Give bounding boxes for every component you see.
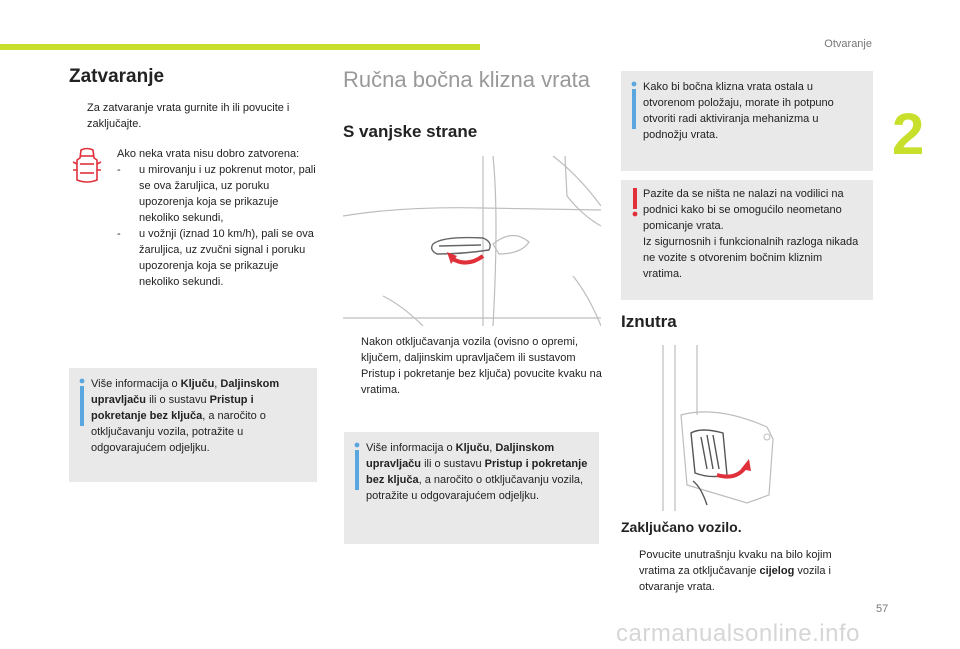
info-box-right [621, 71, 873, 171]
subheading-zakljucano-vozilo: Zaključano vozilo. [621, 519, 742, 535]
warning-box-right [621, 180, 873, 300]
info-text: Više informacija o Ključu, Daljinskom upravljaču ili o sustavu Pristup i pokretanje bez ključa, a naročito o otključavanju vozila, potražite u odgovarajućem odjeljku. [366, 442, 588, 502]
interior-door-handle-illustration [657, 345, 775, 511]
bullet-open-outside [343, 334, 603, 398]
info-text: Kako bi bočna klizna vrata ostala u otvorenom položaju, morate ih potpuno otvoriti radi aktiviranja mehanizma u podnožju vrata. [643, 81, 834, 141]
warning-item [117, 162, 317, 226]
info-box-middle [344, 432, 599, 544]
watermark: carmanualsonline.info [616, 620, 860, 647]
warning-door-not-closed [117, 146, 317, 290]
info-icon [630, 81, 640, 129]
chapter-number: 2 [892, 102, 925, 167]
car-door-warning-icon [72, 146, 102, 186]
warning-item-dash: - [117, 228, 121, 240]
warning-intro: Ako neka vrata nisu dobro zatvorena: [117, 148, 300, 160]
warning-item-dash: - [117, 164, 121, 176]
info-text: Više informacija o Ključu, Daljinskom upravljaču ili o sustavu Pristup i pokretanje bez ključa, a naročito o otključavanju vozila, potražite u odgovarajućem odjeljku. [91, 378, 280, 454]
section-title: Otvaranje [824, 38, 872, 50]
page-number: 57 [876, 603, 889, 615]
warning-item-text: u vožnji (iznad 10 km/h), pali se ova žaruljica, uz zvučni signal i poruku upozorenja koja se prikazuje nekoliko sekundi. [139, 228, 314, 288]
heading-iznutra: Iznutra [621, 312, 677, 331]
warning-text-1: Pazite da se ništa ne nalazi na vodilici na podnici kako bi se omogućilo neometano pomicanje vrata. [643, 188, 844, 232]
header-accent-bar [0, 44, 480, 50]
exterior-door-handle-illustration [343, 156, 601, 326]
warning-item [117, 226, 317, 290]
bullet-open-inside [621, 547, 861, 595]
exclamation-warning-icon [629, 188, 641, 218]
info-box-left [69, 368, 317, 482]
heading-rucna-klizna-vrata: Ručna bočna klizna vrata [343, 67, 591, 92]
heading-zatvaranje: Zatvaranje [69, 66, 165, 87]
bullet-text: Nakon otključavanja vozila (ovisno o opremi, ključem, daljinskim upravljačem ili sustavom Pristup i pokretanje bez ključa) povucite kvaku na vratima. [361, 336, 602, 396]
warning-item-text: u mirovanju i uz pokrenut motor, pali se ova žaruljica, uz poruku upozorenja koja se prikazuje nekoliko sekundi, [139, 164, 316, 224]
subheading-vanjske-strane: S vanjske strane [343, 122, 478, 141]
info-icon [353, 442, 363, 490]
warning-text-2: Iz sigurnosnih i funkcionalnih razloga nikada ne vozite s otvorenim bočnim kliznim vratima. [643, 236, 859, 280]
bullet-text: Povucite unutrašnju kvaku na bilo kojim vratima za otključavanje cijelog vozila i otvaranje vrata. [639, 549, 832, 593]
bullet-close-doors [69, 100, 314, 132]
bullet-text: Za zatvaranje vrata gurnite ih ili povucite i zaključajte. [87, 102, 290, 130]
info-icon [78, 378, 88, 426]
